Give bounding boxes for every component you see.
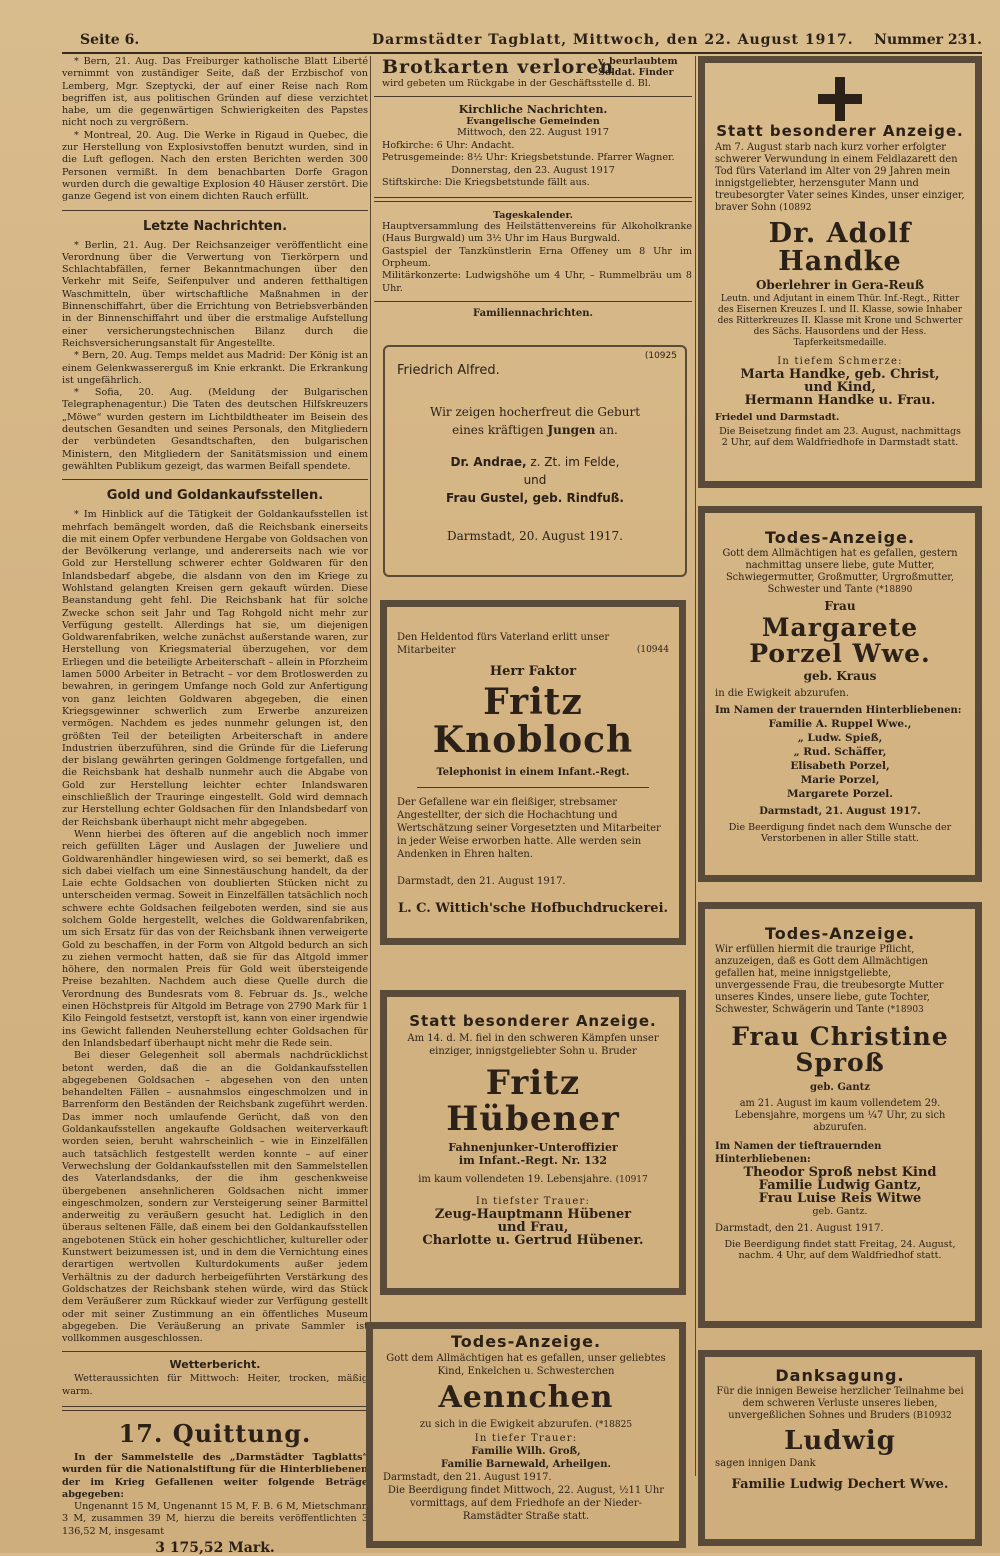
news-item: * Berlin, 21. Aug. Der Reichsanzeiger veröffentlicht eine Verordnung über die Verwertung von Tierkörpern und Schlachtabfällen, ferner Bekanntmachungen über den Verkehr mit Seife, Seifenpulver und anderen fetthaltigen Waschmitteln, über wirtschaftliche Maßnahmen in der Binnenschiffahrt, über die Errichtung von Betriebsverbänden in der Binnenschiffahrt und über die erstmalige Aufstellung einer versicherungstechnischen Bilanz durch die Reichsversicherungsanstalt für Angestellte.	[62, 239, 368, 349]
deceased-rank: Telephonist in einem Infant.-Regt.	[436, 766, 630, 778]
obituary-place: Darmstadt, 21. August 1917.	[759, 805, 921, 817]
signatory: Marta Handke, geb. Christ,	[740, 366, 940, 382]
thanks-notice	[698, 1350, 982, 1546]
quittung-text: In der Sammelstelle des „Darmstädter Tagblatts“ wurden für die Nationalstiftung für die Hinterbliebenen der im Krieg Gefallenen weiter folgende Beträge abgegeben:	[62, 1451, 368, 1500]
deceased-born: geb. Kraus	[803, 668, 877, 683]
obituary-huebener	[380, 990, 686, 1295]
church-line: Hofkirche: 6 Uhr: Andacht.	[382, 140, 515, 151]
church-sub: Evangelische Gemeinden	[466, 116, 600, 127]
divider	[62, 210, 368, 211]
column-divider	[370, 56, 371, 1476]
calendar-line: Gastspiel der Tanzkünstlerin Erna Offeney um 8 Uhr im Orpheum.	[382, 245, 692, 270]
parent-line	[385, 455, 685, 469]
birth-text: eines kräftigen	[452, 423, 548, 437]
thanks-text	[715, 1386, 965, 1422]
signatory: Elisabeth Porzel,	[790, 759, 890, 772]
signatory: Frau Luise Reis Witwe	[758, 1190, 922, 1206]
deceased-role: Herr Faktor	[489, 664, 577, 679]
deceased-name: Margarete Porzel Wwe.	[749, 613, 931, 669]
obituary-intro: Am 14. d. M. fiel in den schweren Kämpfen unser einziger, innigstgeliebter Sohn u. Bruder	[407, 1033, 659, 1057]
obituary-place: Darmstadt, den 21. August 1917.	[397, 875, 566, 887]
calendar-line: Hauptversammlung des Heilstättenvereins für Alkoholkranke (Haus Burgwald) um 3½ Uhr im Haus Burgwald.	[382, 221, 692, 245]
divider	[417, 787, 649, 788]
obituary-handke	[698, 56, 982, 488]
ads-column-middle	[374, 56, 692, 319]
obituary-place: Darmstadt, den 21. August 1917.	[715, 1222, 884, 1234]
deceased-name: Frau Christine Sproß	[731, 1022, 949, 1078]
ad-title: Todes-Anzeige.	[764, 924, 916, 943]
news-item: * Montreal, 20. Aug. Die Werke in Rigaud in Quebec, die zur Herstellung von Explosivstoffen benutzt wurden, sind in die Luft geflogen. Nach den ersten Berichten werden 300 Personen vermißt. In dem benachbarten Dorfe Gragon wurden durch die gewaltige Explosion 40 Häuser zerstört. Die ganze Gegend ist von einem dichten Rauch erfüllt.	[62, 129, 368, 203]
mourning-line: In tiefem Schmerze:	[777, 355, 903, 367]
deceased-age	[397, 1173, 669, 1187]
obituary-porzel	[698, 506, 982, 882]
birth-place-date: Darmstadt, 20. August 1917.	[446, 529, 623, 543]
signatory: und Frau,	[497, 1220, 569, 1236]
obituary-intro	[715, 548, 965, 596]
obituary-intro	[715, 142, 965, 214]
obituary-intro	[715, 944, 965, 1016]
divider	[62, 479, 368, 480]
intro-text: Wir erfüllen hiermit die traurige Pflicht, anzuzeigen, daß es Gott dem Allmächtigen gefallen hat, meine innigstgeliebte, unvergessende Frau, die treubesorgte Mutter unseres Kindes, unsere liebe, gute Tochter, Schwester, Schwägerin und Tante	[715, 944, 944, 1015]
deceased-born: geb. Gantz	[810, 1081, 870, 1093]
divider	[62, 1351, 368, 1352]
obituary-signature: L. C. Wittich'sche Hofbuchdruckerei.	[397, 900, 669, 916]
obituary-line: in die Ewigkeit abzurufen.	[715, 687, 849, 699]
church-line: Petrusgemeinde: 8½ Uhr: Kriegsbetstunde. Pfarrer Wagner.	[382, 152, 675, 164]
article-paragraph: * Im Hinblick auf die Tätigkeit der Goldankaufsstellen ist mehrfach bemängelt worden, daß die Reichsbank einerseits die mit einem Opfer verbundene Hergabe von Goldsachen von der Bevölkerung verlange, und andererseits nach wie vor Gold zur Herstellung schwerer echter Goldwaren für den Inlandsbedarf abgebe, die alsdann von den im Kriege zu Wohlstand gelangten Kreisen gern gekauft würden. Diese Beanstandung geht fehl. Die Reichsbank hat für solche Zwecke schon seit Jahr und Tag Rohgold nicht mehr zur Verfügung gestellt. Allerdings hat sie, um diejenigen Goldwarenfabriken, welche zunächst außerstande waren, zur Herstellung von Kriegsmaterial überzugehen, vor dem Erliegen und die beteiligte Arbeiterschaft – allein in Pforzheim lamen 5000 Arbeiter in Betracht – vor dem Brotloswerden zu bewahren, in geringem Umfange noch Gold zur Anfertigung von ganz leichten Goldwaren abgegeben, die einen Kriegsgewinner schwerlich zum Erwerbe anzureizen vermögen. Nachdem es jedes nunmehr gelungen ist, den größten Teil der beteiligten Arbeiterschaft in andere Industrien überzuführen, sind die Gründe für die Lieferung der bislang gewährten geringen Goldmenge fortgefallen, und die Reichsbank hat deshalb nunmehr auch die Abgabe von Gold zur Herstellung leichter echter Inlandswaren einschließlich der Trauringe eingestellt. Gold wird demnach zur Herstellung echter Goldsachen für den Inlandsbedarf von der Reichsbank überhaupt nicht mehr abgegeben.	[62, 509, 368, 828]
church-date: Mittwoch, den 22. August 1917	[457, 127, 609, 138]
deceased-ranks: Leutn. und Adjutant in einem Thür. Inf.-Regt., Ritter des Eisernen Kreuzes I. und II. Klasse, sowie Inhaber des Ritterkreuzes II. Klasse mit Krone und Schwerter des Sächs. Hausordens und der Hess. Tapferkeitsmedaille.	[717, 293, 963, 348]
signatory: Familie Barnewald, Arheilgen.	[441, 1458, 611, 1470]
burial-note: Die Beerdigung findet nach dem Wunsche der Verstorbenen in aller Stille statt.	[728, 821, 952, 844]
news-item: * Sofia, 20. Aug. (Meldung der Bulgarischen Telegraphenagentur.) Die Taten des deutschen Hilfskreuzers „Möwe“ wurden gestern im Lichtbildtheater im Beisein des deutschen Gesandten und seines Personals, den Mitgliedern der verbündeten Gesandtschaften, den bulgarischen Ministern, den Mitgliedern der Sanitätsmission und einem gewählten Publikum gezeigt, das warmen Beifall spendete.	[62, 387, 368, 472]
signatory: „ Rud. Schäffer,	[793, 745, 887, 758]
divider	[374, 301, 692, 302]
news-item: * Bern, 21. Aug. Das Freiburger katholische Blatt Liberté vernimmt von zuständiger Seite, daß der Erzbischof von Lemberg, Mgr. Szeptycki, der auf einer Reise nach Rom begriffen ist, aus politischen Gründen auf diese verzichtet habe, um die gegenwärtigen Schwierigkeiten des Papstes nicht noch zu vergrößern.	[62, 56, 368, 129]
mourning-line: Im Namen der tieftrauernden Hinterbliebenen:	[715, 1140, 882, 1165]
father-note: z. Zt. im Felde,	[526, 455, 620, 469]
column-divider	[695, 56, 696, 1476]
burial-note: Die Beerdigung findet statt Freitag, 24. August, nachm. 4 Uhr, auf dem Waldfriedhof statt.	[724, 1238, 956, 1261]
calendar-title: Tageskalender.	[493, 210, 573, 222]
mourning-line: In tiefster Trauer:	[475, 1196, 591, 1208]
signatory: „ Ludw. Spieß,	[797, 731, 883, 744]
ad-code: (10944	[636, 645, 669, 655]
burial-note: Die Beerdigung findet Mittwoch, 22. August, ½11 Uhr vormittags, auf dem Friedhofe an der Nieder-Ramstädter Straße statt.	[387, 1484, 665, 1522]
signatory: Familie A. Ruppel Wwe.,	[768, 717, 912, 730]
deceased-role: Oberlehrer in Gera-Reuß	[755, 277, 925, 292]
intro-text: Gott dem Allmächtigen hat es gefallen, gestern nachmittag unsere liebe, gute Mutter, Schwiegermutter, Großmutter, Urgroßmutter, Schwester und Tante	[722, 548, 958, 595]
child-name: Friedrich Alfred.	[397, 363, 500, 378]
birth-text: an.	[595, 423, 618, 437]
age-text: im kaum vollendeten 19. Lebensjahre.	[418, 1174, 613, 1186]
brotkarten-notice	[374, 56, 692, 90]
masthead: Darmstädter Tagblatt, Mittwoch, den 22. August 1917.	[372, 32, 854, 48]
mourning-line: Im Namen der trauernden Hinterbliebenen:	[715, 704, 962, 716]
issue-number: Nummer 231.	[874, 32, 982, 48]
quittung-amounts: Ungenannt 15 M, Ungenannt 15 M, F. B. 6 M, Mietschmann 3 M, zusammen 39 M, hierzu die bereits veröffentlichten 3 136,52 M, insgesamt	[62, 1501, 368, 1537]
obituary-intro: Gott dem Allmächtigen hat es gefallen, unser geliebtes Kind, Enkelchen u. Schwesterchen	[386, 1353, 666, 1377]
ad-code: (*18825	[595, 1419, 633, 1430]
brotkarten-title: Brotkarten verloren	[382, 56, 615, 78]
quittung-title: 17. Quittung.	[118, 1418, 312, 1448]
signatory: Margarete Porzel.	[787, 787, 893, 800]
signatory: Hermann Handke u. Frau.	[744, 392, 936, 408]
obituary-intro	[397, 631, 669, 657]
brotkarten-side: v. beurlaubtem Soldat. Finder	[598, 56, 678, 78]
ad-title: Todes-Anzeige.	[450, 1332, 602, 1351]
deceased-name: Ludwig	[784, 1426, 896, 1456]
news-column	[62, 56, 368, 1556]
father-name: Dr. Andrae,	[450, 455, 527, 469]
ad-title: Todes-Anzeige.	[764, 528, 916, 547]
obituary-line	[383, 1418, 669, 1432]
calendar-line: Militärkonzerte: Ludwigshöhe um 4 Uhr, – Rummelbräu um 8 Uhr.	[382, 270, 692, 294]
page-number: Seite 6.	[80, 32, 140, 48]
death-date: am 21. August im kaum vollendetem 29. Lebensjahre, morgens um ¼7 Uhr, zu sich abzurufen.	[734, 1097, 946, 1133]
divider	[374, 197, 692, 202]
church-line: Stiftskirche: Die Kriegsbetstunde fällt aus.	[382, 176, 590, 188]
intro-text: Am 7. August starb nach kurz vorher erfolgter schwerer Verwundung in einem Feldlazarett den Tod fürs Vaterland im Alter von 29 Jahren mein innigstgeliebter, herzensguter Mann und treubesorgter Vater seines Kindes, unser einziger, braver Sohn	[715, 142, 965, 213]
deceased-name: Dr. Adolf Handke	[768, 218, 912, 278]
deceased-name: Fritz Hübener	[446, 1063, 620, 1139]
title-prefix: Frau	[824, 599, 856, 613]
ad-code: (10892	[779, 203, 812, 213]
birth-line: Wir zeigen hocherfreut die Geburt	[429, 405, 641, 419]
birth-line	[385, 423, 685, 437]
brotkarten-text: wird gebeten um Rückgabe in der Geschäftsstelle d. Bl.	[382, 78, 651, 89]
section-heading: Letzte Nachrichten.	[142, 218, 288, 234]
intro-text: Den Heldentod fürs Vaterland erlitt unser Mitarbeiter	[397, 632, 610, 656]
section-heading: Gold und Goldankaufsstellen.	[106, 488, 324, 504]
burial-note: Die Beisetzung findet am 23. August, nachmittags 2 Uhr, auf dem Waldfriedhofe in Darmstadt statt.	[719, 425, 961, 448]
signatory: Theodor Sproß nebst Kind	[743, 1164, 937, 1180]
deceased-name: Fritz Knobloch	[432, 681, 634, 761]
obituary-aennchen	[366, 1322, 686, 1548]
thanks-body: Für die innigen Beweise herzlicher Teilnahme bei dem schweren Verluste unseres lieben, unvergeßlichen Sohnes und Bruders	[716, 1386, 964, 1421]
obituary-place: Darmstadt, den 21. August 1917.	[383, 1471, 552, 1483]
birth-emphasis: Jungen	[547, 423, 596, 437]
signatory-place: Friedel und Darmstadt.	[715, 411, 840, 423]
divider	[62, 1406, 368, 1411]
article-paragraph: Wenn hierbei des öfteren auf die angeblich noch immer reich gefüllten Läger und Auslagen der Juweliere und Goldwarenhändler hingewiesen wird, so sei bemerkt, daß es sich dabei vielfach um eine Sinnestäuschung handelt, da der Laie echte Goldsachen von doublierten Stücken nicht zu unterscheiden vermag. Soweit in Einzelfällen tatsächlich noch schwere echte Goldsachen feilgeboten werden, sind sie aus solchem Golde hergestellt, welches die Goldwarenfabriken, um sich Ersatz für das von der Reichsbank ihnen verweigerte Gold zu beschaffen, in der Form von Altgold bedurch an sich zu ziehen vermocht hatten, daß sie für das Altgold immer höhere, den normalen Preis für Gold weit übersteigende Preise bezahlten. Nachdem auch diese Quelle durch die Verordnung des Bundesrats vom 8. Februar ds. Js., welche einen Höchstpreis für Altgold im Betrage von 2790 Mark für 1 Kilo Feingold festsetzt, verstopft ist, kann von einer irgendwie ins Gewicht fallenden Neuherstellung echter Goldsachen für den Inlandsbedarf überhaupt nicht mehr die Rede sein.	[62, 828, 368, 1049]
deceased-regiment: im Infant.-Regt. Nr. 132	[458, 1154, 608, 1168]
ad-code: (*18890	[875, 585, 913, 595]
obituary-text: Der Gefallene war ein fleißiger, strebsamer Angestellter, der sich die Hochachtung und Wertschätzung seiner Vorgesetzten und Mitarbeiter in jeder Weise erworben hatte. Alle werden sein Andenken in Ehren halten.	[397, 796, 661, 860]
quittung-total: 3 175,52 Mark.	[155, 1540, 275, 1556]
ad-code: (*18903	[887, 1005, 924, 1015]
ad-title: Statt besonderer Anzeige.	[716, 122, 964, 140]
birth-announcement	[383, 345, 687, 577]
signatory: Charlotte u. Gertrud Hübener.	[422, 1233, 644, 1249]
signatory: Marie Porzel,	[800, 773, 880, 786]
mourning-line: In tiefer Trauer:	[474, 1432, 578, 1444]
ad-code: (10917	[615, 1175, 648, 1186]
ad-code: (10925	[644, 351, 677, 361]
thanks-signature: Familie Ludwig Dechert Wwe.	[731, 1477, 949, 1493]
birth-and: und	[523, 473, 547, 487]
church-line: Donnerstag, den 23. August 1917	[451, 164, 615, 176]
deceased-name: Aennchen	[438, 1380, 614, 1415]
signatory: und Kind,	[804, 379, 876, 395]
article-paragraph: Bei dieser Gelegenheit soll abermals nachdrücklichst betont werden, daß die an die Goldankaufsstellen abgegebenen Goldsachen – abgesehen von den unten behandelten Fällen – ausnahmslos eingeschmolzen und in Barrenform den Beständen der Reichsbank zugeführt werden. Das immer noch umlaufende Gerücht, daß von den Goldankaufsstellen angekaufte Goldsachen weiterverkauft worden seien, beruht wahrscheinlich – wie in Einzelfällen auch tatsächlich festgestellt werden konnte – auf einer Verwechslung der Goldankaufsstellen mit den Sammelstellen des Vaterlandsdanks, der die ihm geschenkweise übergebenen ansehnlicheren Goldsachen nicht immer eingeschmolzen, sondern zur Versteigerung seiner Barmittel anderweitig zu veräußern gesucht hat. Lediglich in den überaus seltenen Fälle, daß einem bei den Goldankaufsstellen angebotenen Stück ein hoher geschichtlicher, kultureller oder Kunstwert beizumessen ist, und in dem die Vernichtung eines derartigen wertvollen Kulturdokuments außer jedem Verhältnis zu der dadurch herbeigeführten Verstärkung des Goldschatzes der Reichsbank stehen würde, wird das Stück dem Veräußerer zum Rückkauf wieder zur Verfügung gestellt oder mit seiner Zustimmung an ein öffentliches Museum abgegeben. Die Veräußerung an private Sammler ist vollkommen ausgeschlossen.	[62, 1050, 368, 1345]
signatory: Familie Ludwig Gantz,	[758, 1177, 922, 1193]
weather-report: Wetteraussichten für Mittwoch: Heiter, trocken, mäßig warm.	[62, 1373, 368, 1397]
iron-cross-icon	[818, 77, 862, 121]
ad-code: (B10932	[913, 1411, 952, 1421]
deceased-rank: Fahnenjunker-Unteroffizier	[448, 1141, 618, 1155]
signatory: Zeug-Hauptmann Hübener	[434, 1207, 632, 1223]
obituary-knobloch	[380, 600, 686, 945]
mother-name: Frau Gustel, geb. Rindfuß.	[446, 491, 624, 505]
ad-title: Danksagung.	[775, 1366, 905, 1385]
family-news-title: Familiennachrichten.	[473, 307, 593, 319]
line-text: zu sich in die Ewigkeit abzurufen.	[419, 1418, 593, 1430]
news-item: * Bern, 20. Aug. Temps meldet aus Madrid: Der König ist an einem Gelenkwassererguß im Knie erkrankt. Die Erkrankung ist ungefährlich.	[62, 350, 368, 386]
section-heading: Wetterbericht.	[169, 1358, 261, 1372]
ad-title: Statt besonderer Anzeige.	[409, 1012, 657, 1030]
signatory: Familie Wilh. Groß,	[471, 1445, 581, 1457]
church-title: Kirchliche Nachrichten.	[458, 103, 608, 116]
obituary-spross	[698, 902, 982, 1328]
page-header	[62, 30, 982, 54]
divider	[374, 96, 692, 97]
thanks-line: sagen innigen Dank	[715, 1458, 816, 1470]
signatory-born: geb. Gantz.	[812, 1205, 868, 1217]
